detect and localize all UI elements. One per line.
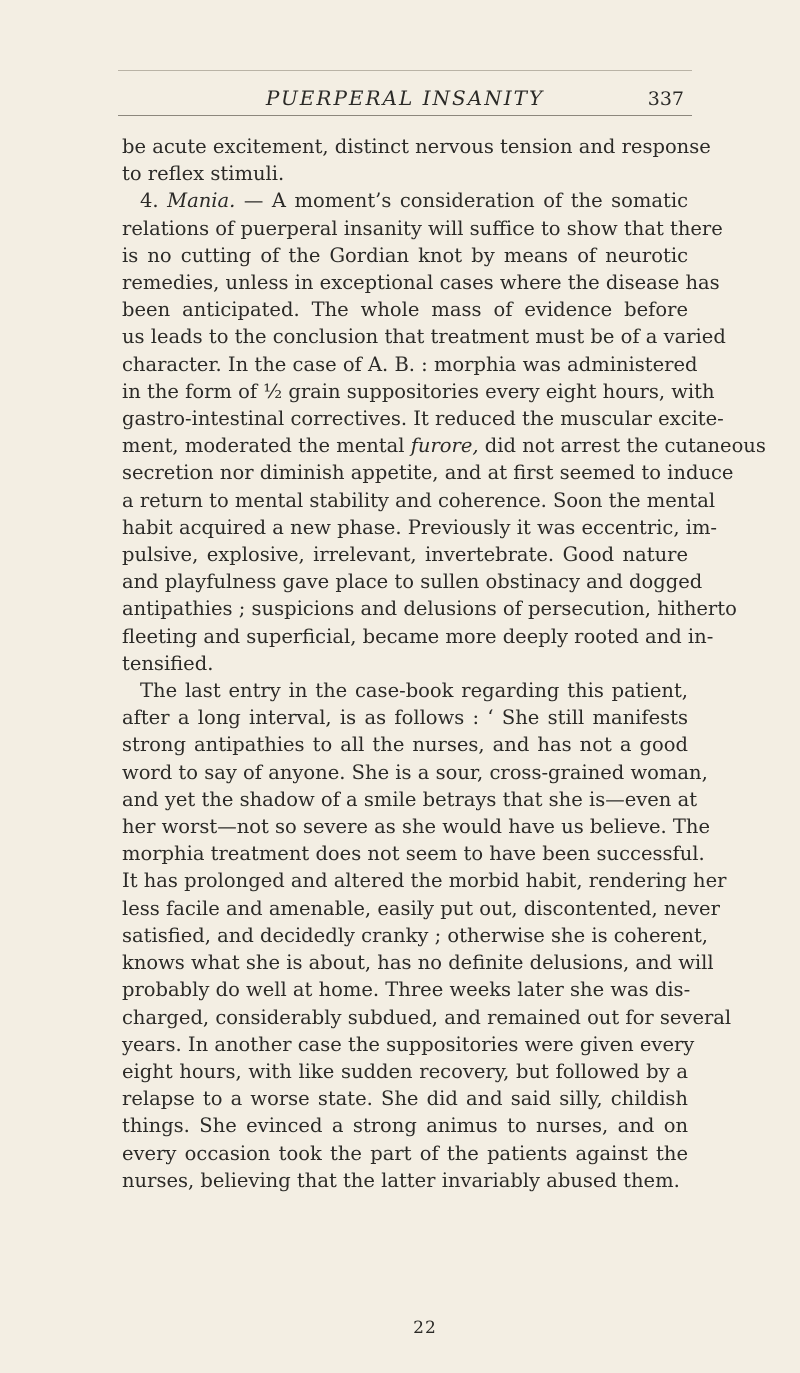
running-head xyxy=(118,84,692,114)
text-line xyxy=(122,323,726,350)
text-line xyxy=(122,1167,688,1194)
text-line-content: It has prolonged and altered the morbid habit, rendering her xyxy=(122,869,727,893)
text-line xyxy=(122,514,718,541)
text-line xyxy=(122,623,714,650)
text-line xyxy=(122,269,720,296)
text-line xyxy=(122,296,688,323)
text-line xyxy=(122,759,708,786)
italic-term: Mania. xyxy=(167,189,236,213)
text-line-content: did not arrest the cutaneous xyxy=(478,434,766,458)
page-number: 337 xyxy=(647,88,684,110)
text-line-content: strong antipathies to all the nurses, and has not a good xyxy=(122,733,688,757)
text-line xyxy=(122,1058,688,1085)
text-line xyxy=(122,242,688,269)
text-line-content: morphia treatment does not seem to have been successful. xyxy=(122,842,705,866)
text-line xyxy=(122,432,766,459)
top-rule xyxy=(118,70,692,71)
text-line xyxy=(122,595,737,622)
body-text xyxy=(122,133,766,1194)
text-line xyxy=(122,813,710,840)
text-line-content: be acute excitement, distinct nervous tension and response xyxy=(122,135,711,158)
text-line xyxy=(122,215,723,242)
text-line-content: every occasion took the part of the patients against the xyxy=(122,1141,688,1165)
text-line-content: satisfied, and decidedly cranky ; otherwise she is coherent, xyxy=(122,923,708,947)
header-rule xyxy=(118,115,692,116)
text-line-content: less facile and amenable, easily put out, discontented, never xyxy=(122,896,720,920)
text-line-content: tensified. xyxy=(122,651,214,675)
text-line xyxy=(122,1085,688,1112)
text-line-content: secretion nor diminish appetite, and at first seemed to induce xyxy=(122,461,734,485)
text-line xyxy=(122,731,688,758)
text-line xyxy=(122,650,688,677)
italic-term: furore, xyxy=(410,434,479,458)
text-line xyxy=(122,1004,732,1031)
text-line-content: antipathies ; suspicions and delusions of persecution, hitherto xyxy=(122,597,737,621)
text-line-content: eight hours, with like sudden recovery, but followed by a xyxy=(122,1059,688,1083)
text-line-content: a return to mental stability and coherence. Soon the mental xyxy=(122,488,716,512)
running-head-title: PUERPERAL INSANITY xyxy=(265,86,545,110)
text-line xyxy=(122,541,688,568)
text-line-content: to reflex stimuli. xyxy=(122,162,285,186)
text-line-content: remedies, unless in exceptional cases where the disease has xyxy=(122,271,720,295)
text-line-content: probably do well at home. Three weeks later she was dis- xyxy=(122,978,691,1002)
signature-mark: 22 xyxy=(413,1318,437,1338)
text-line-content: relapse to a worse state. She did and said silly, childish xyxy=(122,1087,688,1111)
text-line xyxy=(122,1112,688,1139)
text-line xyxy=(122,160,688,187)
text-line-content: fleeting and superficial, became more deeply rooted and in- xyxy=(122,624,714,648)
text-line-content: word to say of anyone. She is a sour, cross-grained woman, xyxy=(122,760,708,784)
text-line-content: years. In another case the suppositories were given every xyxy=(122,1032,695,1056)
text-line xyxy=(122,949,714,976)
text-line-content: and playfulness gave place to sullen obstinacy and dogged xyxy=(122,570,703,594)
text-line-prefix: 4. xyxy=(140,189,168,213)
text-line-prefix: ment, moderated the mental xyxy=(122,434,411,458)
text-line-content: knows what she is about, has no definite delusions, and will xyxy=(122,951,714,975)
text-line-content: after a long interval, is as follows : ‘ She still manifests xyxy=(122,706,688,730)
text-line xyxy=(122,976,691,1003)
text-line xyxy=(122,895,720,922)
text-line xyxy=(122,351,698,378)
text-line xyxy=(122,867,727,894)
text-line xyxy=(122,1031,695,1058)
text-line xyxy=(122,378,715,405)
text-line xyxy=(122,405,724,432)
text-line-content: — A moment’s consideration of the somatic xyxy=(235,189,689,213)
text-line-content: been anticipated. The whole mass of evidence before xyxy=(122,298,688,322)
text-line-content: relations of puerperal insanity will suffice to show that there xyxy=(122,216,723,240)
text-line-content: character. In the case of A. B. : morphia was administered xyxy=(122,352,698,376)
text-line-content: and yet the shadow of a smile betrays that she is—even at xyxy=(122,787,698,811)
text-line-content: The last entry in the case-book regarding this patient, xyxy=(140,679,688,703)
text-line-content: her worst—not so severe as she would have us believe. The xyxy=(122,815,710,839)
text-line xyxy=(122,187,688,214)
text-line xyxy=(122,459,734,486)
text-line-content: us leads to the conclusion that treatment must be of a varied xyxy=(122,325,726,349)
text-line-content: charged, considerably subdued, and remained out for several xyxy=(122,1005,732,1029)
text-line-content: is no cutting of the Gordian knot by means of neurotic xyxy=(122,243,688,267)
text-line xyxy=(122,704,688,731)
text-line-content: pulsive, explosive, irrelevant, invertebrate. Good nature xyxy=(122,543,688,567)
text-line xyxy=(122,677,688,704)
text-line-content: things. She evinced a strong animus to nurses, and on xyxy=(122,1114,688,1138)
text-line-content: habit acquired a new phase. Previously it was eccentric, im- xyxy=(122,515,718,539)
text-line xyxy=(122,487,716,514)
text-line xyxy=(122,1140,688,1167)
text-line-content: nurses, believing that the latter invariably abused them. xyxy=(122,1168,680,1192)
text-line-content: in the form of ½ grain suppositories every eight hours, with xyxy=(122,379,715,403)
text-line xyxy=(122,133,711,160)
text-line xyxy=(122,568,703,595)
text-line xyxy=(122,922,708,949)
text-line xyxy=(122,786,698,813)
text-line-content: gastro-intestinal correctives. It reduced the muscular excite- xyxy=(122,407,724,431)
text-line xyxy=(122,840,705,867)
